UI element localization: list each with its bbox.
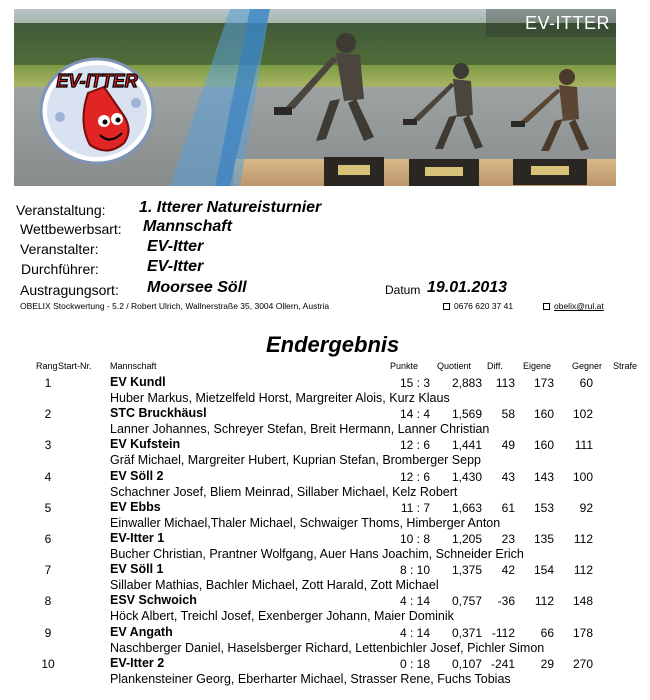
header-startnr: Start-Nr.: [58, 361, 92, 371]
gegner-cell: 112: [573, 563, 593, 578]
quotient-cell: 1,663: [451, 500, 482, 515]
team-name: STC Bruckhäusl: [110, 406, 207, 421]
team-members: Plankensteiner Georg, Eberharter Michael, Strasser Rene, Fuchs Tobias: [110, 671, 511, 686]
veranstaltung-value: 1. Itterer Natureisturnier: [139, 199, 322, 216]
team-members: Sillaber Mathias, Bachler Michael, Zott Harald, Zott Michael: [110, 578, 439, 593]
club-logo: [38, 53, 156, 165]
gegner-cell: 100: [572, 469, 593, 484]
team-name: EV Kufstein: [110, 437, 181, 452]
quotient-cell: 1,569: [451, 407, 482, 422]
rank-cell: 2: [44, 407, 52, 422]
eigene-cell: 66: [540, 625, 554, 640]
rank-cell: 6: [44, 532, 52, 546]
austragungsort-value: Moorsee Söll: [147, 279, 247, 296]
rank-cell: 4: [44, 469, 52, 484]
rank-cell: 5: [44, 500, 52, 515]
team-members: Naschberger Daniel, Haselsberger Richard, Lettenbichler Josef, Pichler Simon: [110, 640, 545, 655]
gegner-cell: 148: [572, 594, 593, 609]
diff-cell: 113: [495, 376, 515, 390]
rank-cell: 7: [44, 563, 52, 578]
punkte-cell: 14 : 4: [399, 407, 430, 422]
veranstalter-label: Veranstalter:: [20, 241, 99, 257]
gegner-cell: 102: [572, 407, 593, 422]
punkte-cell: 12 : 6: [399, 469, 430, 484]
wettbewerbsart-label: Wettbewerbsart:: [20, 221, 122, 237]
punkte-cell: 0 : 18: [399, 656, 430, 671]
eigene-cell: 173: [533, 376, 554, 390]
diff-cell: 43: [501, 469, 515, 484]
logo-lettering: EV-ITTER: [56, 71, 138, 91]
trophy-figure-icon: [264, 29, 394, 186]
eigene-cell: 154: [533, 563, 554, 578]
quotient-cell: 0,371: [451, 625, 482, 640]
quotient-cell: 2,883: [451, 376, 482, 390]
team-members: Gräf Michael, Margreiter Hubert, Kuprian Stefan, Bromberger Sepp: [110, 453, 482, 468]
punkte-cell: 15 : 3: [399, 376, 430, 390]
header-diff: Diff.: [487, 361, 503, 371]
phone-icon: [443, 303, 450, 310]
diff-cell: 49: [501, 438, 515, 453]
email-text[interactable]: obelix@rul.at: [554, 301, 604, 311]
header-strafe: Strafe: [613, 361, 638, 371]
gegner-cell: 92: [579, 500, 593, 515]
email-link[interactable]: [543, 301, 604, 311]
gegner-cell: 111: [574, 438, 593, 453]
team-name: EV Söll 2: [110, 468, 164, 483]
punkte-cell: 11 : 7: [400, 500, 430, 515]
team-name: EV Ebbs: [110, 499, 161, 514]
team-members: Bucher Christian, Prantner Wolfgang, Auer Hans Joachim, Schneider Erich: [110, 547, 524, 561]
team-members: Lanner Johannes, Schreyer Stefan, Breit Hermann, Lanner Christian: [110, 422, 490, 437]
team-name: EV Angath: [110, 624, 173, 639]
punkte-cell: 12 : 6: [399, 438, 430, 453]
eigene-cell: 112: [534, 594, 554, 609]
diff-cell: 58: [501, 407, 515, 422]
diff-cell: 61: [501, 500, 515, 515]
eigene-cell: 153: [533, 500, 554, 515]
header-rang: Rang: [36, 361, 58, 371]
team-name: EV Kundl: [110, 375, 166, 389]
team-members: Höck Albert, Treichl Josef, Exenberger Johann, Maier Dominik: [110, 609, 454, 624]
rank-cell: 9: [44, 625, 52, 640]
rank-cell: 3: [44, 438, 52, 453]
team-members: Huber Markus, Mietzelfeld Horst, Margreiter Alois, Kurz Klaus: [110, 391, 450, 405]
diff-cell: -112: [491, 625, 515, 640]
durchfuehrer-label: Durchführer:: [21, 261, 99, 277]
team-members: Einwaller Michael,Thaler Michael, Schwaiger Thoms, Himberger Anton: [110, 515, 501, 530]
quotient-cell: 1,375: [451, 563, 482, 578]
eigene-cell: 160: [533, 438, 554, 453]
punkte-cell: 8 : 10: [399, 563, 430, 578]
header-eigene: Eigene: [523, 361, 552, 371]
header-quotient: Quotient: [437, 361, 472, 371]
durchfuehrer-value: EV-Itter: [147, 258, 204, 275]
gegner-cell: 178: [572, 625, 593, 640]
rank-cell: 8: [44, 594, 52, 609]
quotient-cell: 0,107: [451, 656, 482, 671]
diff-cell: 23: [501, 532, 515, 546]
trophy-figure-icon: [509, 67, 609, 186]
team-name: EV-Itter 2: [110, 655, 165, 670]
team-name: EV Söll 1: [110, 562, 164, 577]
veranstalter-value: EV-Itter: [147, 238, 204, 255]
eigene-cell: 160: [533, 407, 554, 422]
header-gegner: Gegner: [572, 361, 603, 371]
datum-label: Datum: [385, 283, 421, 297]
brand-title: EV-ITTER: [524, 13, 610, 33]
diff-cell: -241: [490, 656, 515, 671]
quotient-cell: 1,430: [451, 469, 482, 484]
gegner-cell: 112: [573, 532, 593, 546]
header-mannschaft: Mannschaft: [110, 361, 157, 371]
gegner-cell: 60: [579, 376, 593, 390]
eigene-cell: 143: [533, 469, 554, 484]
austragungsort-label: Austragungsort:: [20, 282, 119, 298]
team-members: Schachner Josef, Bliem Meinrad, Sillaber Michael, Kelz Robert: [110, 484, 458, 499]
quotient-cell: 1,441: [451, 438, 482, 453]
punkte-cell: 4 : 14: [399, 594, 430, 609]
rank-cell: 1: [44, 376, 52, 390]
mail-icon: [543, 303, 550, 310]
results-title: Endergebnis: [266, 332, 400, 357]
quotient-cell: 1,205: [451, 532, 482, 546]
gegner-cell: 270: [572, 656, 593, 671]
quotient-cell: 0,757: [451, 594, 482, 609]
punkte-cell: 4 : 14: [399, 625, 430, 640]
team-name: ESV Schwoich: [110, 593, 197, 608]
team-name: EV-Itter 1: [110, 531, 165, 545]
header-banner: [14, 9, 616, 186]
software-credit: OBELIX Stockwertung - 5.2 / Robert Ulrich, Wallnerstraße 35, 3004 Ollern, Austria: [20, 301, 330, 311]
trophy-figure-icon: [399, 59, 499, 186]
eigene-cell: 135: [533, 532, 554, 546]
datum-value: 19.01.2013: [427, 279, 508, 296]
wettbewerbsart-value: Mannschaft: [143, 218, 232, 235]
phone-number-text: 0676 620 37 41: [454, 301, 514, 311]
phone-number: [443, 301, 513, 311]
rank-cell: 10: [41, 656, 55, 671]
header-punkte: Punkte: [390, 361, 419, 371]
diff-cell: 42: [501, 563, 515, 578]
punkte-cell: 10 : 8: [399, 532, 430, 546]
veranstaltung-label: Veranstaltung:: [16, 202, 106, 218]
diff-cell: -36: [497, 594, 515, 609]
eigene-cell: 29: [540, 656, 554, 671]
